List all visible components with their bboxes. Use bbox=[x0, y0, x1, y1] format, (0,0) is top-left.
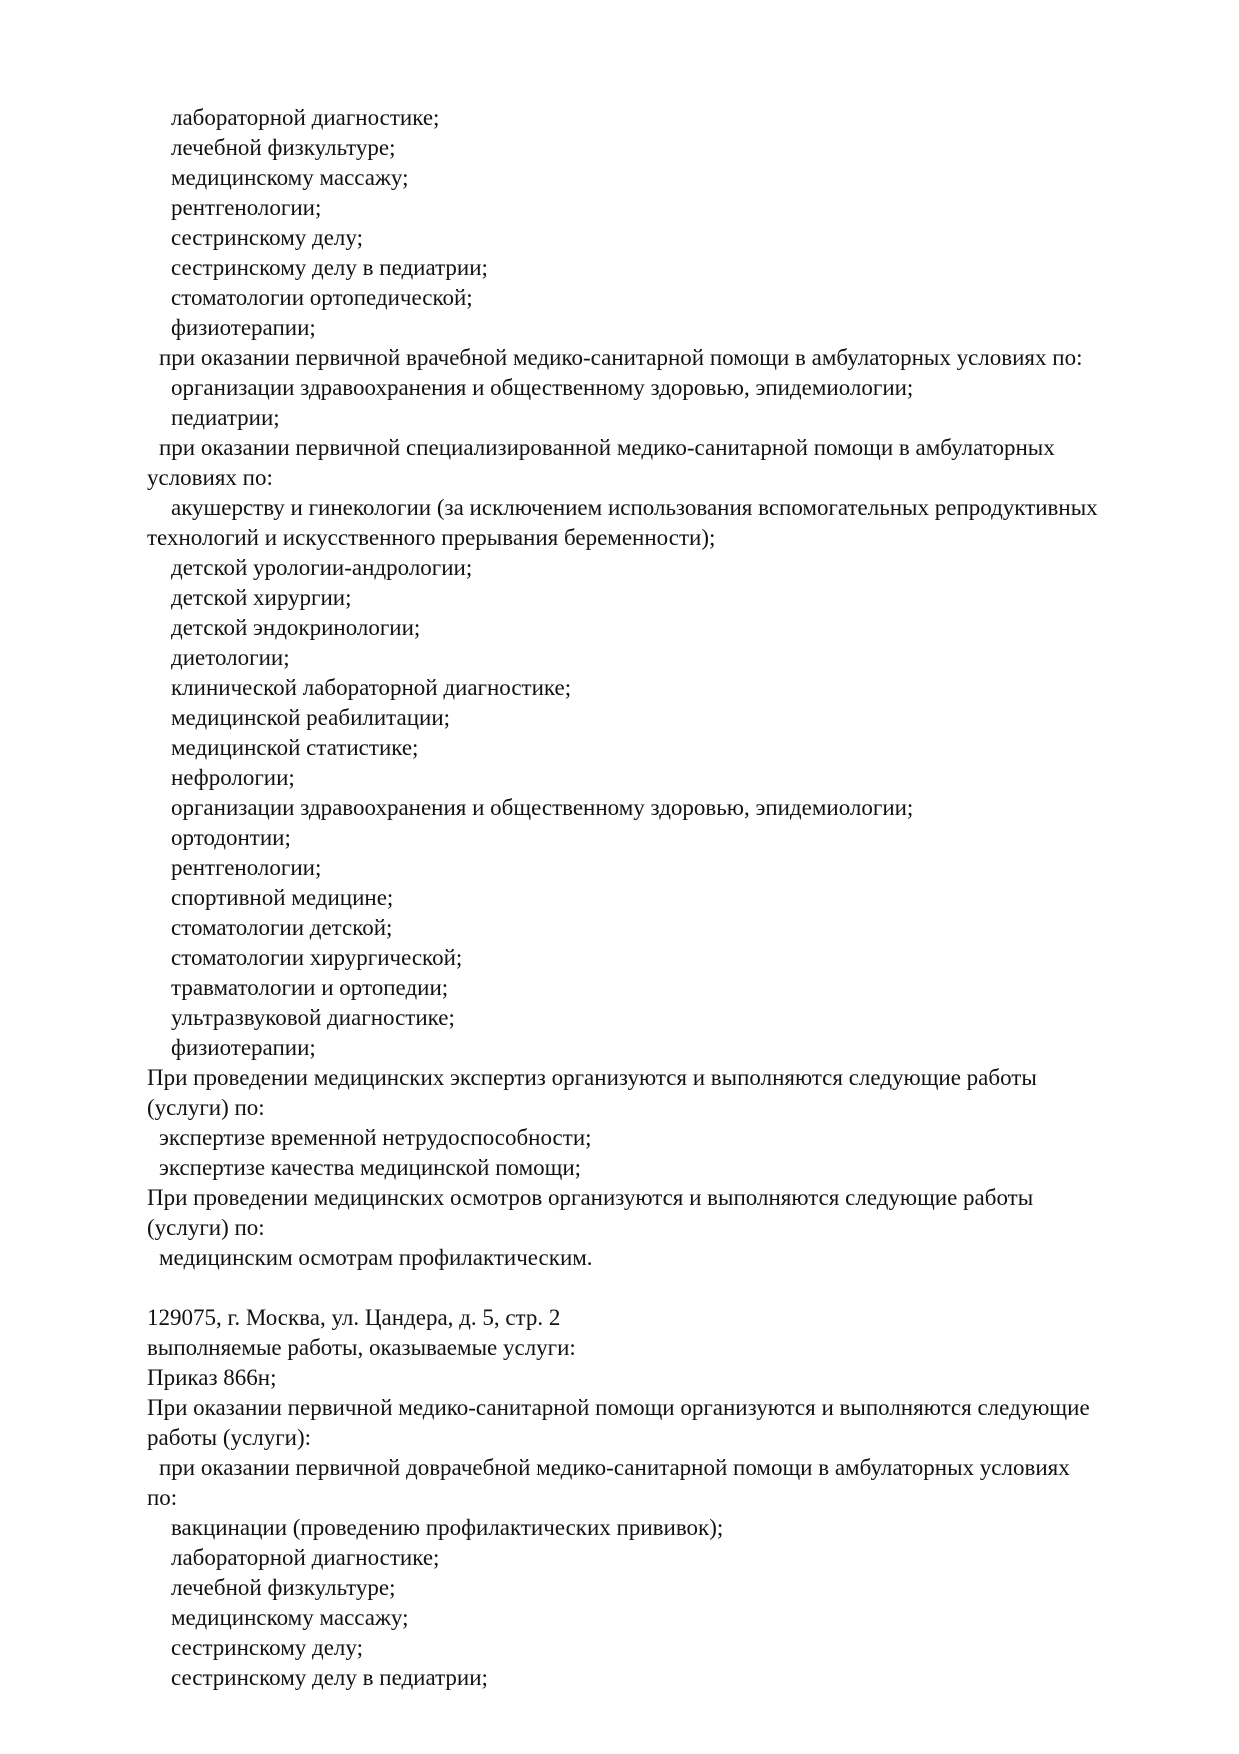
text-line: физиотерапии; bbox=[171, 315, 316, 340]
text-line: стоматологии детской; bbox=[171, 915, 393, 940]
text-line: организации здравоохранения и общественному здоровью, эпидемиологии; bbox=[171, 375, 914, 400]
text-line: лечебной физкультуре; bbox=[171, 135, 396, 160]
text-line: нефрологии; bbox=[171, 765, 295, 790]
text-line: при оказании первичной доврачебной медико-санитарной помощи в амбулаторных условиях bbox=[159, 1455, 1070, 1480]
text-line: технологий и искусственного прерывания беременности); bbox=[147, 525, 716, 550]
text-line: лабораторной диагностике; bbox=[171, 105, 440, 130]
text-line: работы (услуги): bbox=[147, 1425, 311, 1450]
text-line: детской эндокринологии; bbox=[171, 615, 421, 640]
text-line: (услуги) по: bbox=[147, 1095, 265, 1120]
text-line: медицинским осмотрам профилактическим. bbox=[159, 1245, 593, 1270]
text-line: медицинской статистике; bbox=[171, 735, 419, 760]
text-line: сестринскому делу в педиатрии; bbox=[171, 1665, 488, 1690]
text-line: сестринскому делу; bbox=[171, 1635, 363, 1660]
text-line: При проведении медицинских экспертиз организуются и выполняются следующие работы bbox=[147, 1065, 1037, 1090]
text-line: спортивной медицине; bbox=[171, 885, 394, 910]
text-line: ультразвуковой диагностике; bbox=[171, 1005, 455, 1030]
text-line: экспертизе качества медицинской помощи; bbox=[159, 1155, 582, 1180]
blank-line bbox=[147, 1273, 1187, 1303]
text-line: лабораторной диагностике; bbox=[171, 1545, 440, 1570]
text-line: экспертизе временной нетрудоспособности; bbox=[159, 1125, 592, 1150]
text-line: вакцинации (проведению профилактических прививок); bbox=[171, 1515, 724, 1540]
text-line: педиатрии; bbox=[171, 405, 280, 430]
text-line: 129075, г. Москва, ул. Цандера, д. 5, стр. 2 bbox=[147, 1305, 561, 1330]
text-line: при оказании первичной специализированной медико-санитарной помощи в амбулаторных bbox=[159, 435, 1055, 460]
text-line: ортодонтии; bbox=[171, 825, 291, 850]
text-line: стоматологии ортопедической; bbox=[171, 285, 473, 310]
document-body bbox=[147, 103, 1187, 1693]
text-line: акушерству и гинекологии (за исключением использования вспомогательных репродуктивных bbox=[171, 495, 1098, 520]
text-line: детской урологии-андрологии; bbox=[171, 555, 473, 580]
text-line: лечебной физкультуре; bbox=[171, 1575, 396, 1600]
text-line: медицинскому массажу; bbox=[171, 165, 409, 190]
text-line: рентгенологии; bbox=[171, 195, 322, 220]
text-line: по: bbox=[147, 1485, 178, 1510]
text-line: сестринскому делу в педиатрии; bbox=[171, 255, 488, 280]
text-line: травматологии и ортопедии; bbox=[171, 975, 449, 1000]
text-line: выполняемые работы, оказываемые услуги: bbox=[147, 1335, 576, 1360]
text-line: При проведении медицинских осмотров организуются и выполняются следующие работы bbox=[147, 1185, 1034, 1210]
text-line: (услуги) по: bbox=[147, 1215, 265, 1240]
text-line: диетологии; bbox=[171, 645, 290, 670]
text-line: физиотерапии; bbox=[171, 1035, 316, 1060]
text-line: медицинскому массажу; bbox=[171, 1605, 409, 1630]
text-line: организации здравоохранения и общественному здоровью, эпидемиологии; bbox=[171, 795, 914, 820]
text-line: стоматологии хирургической; bbox=[171, 945, 463, 970]
text-line: детской хирургии; bbox=[171, 585, 352, 610]
text-line: сестринскому делу; bbox=[171, 225, 363, 250]
text-line: рентгенологии; bbox=[171, 855, 322, 880]
text-line: медицинской реабилитации; bbox=[171, 705, 451, 730]
text-line: Приказ 866н; bbox=[147, 1365, 277, 1390]
text-line: при оказании первичной врачебной медико-санитарной помощи в амбулаторных условиях по: bbox=[159, 345, 1083, 370]
text-line: клинической лабораторной диагностике; bbox=[171, 675, 572, 700]
text-line: условиях по: bbox=[147, 465, 273, 490]
text-line: При оказании первичной медико-санитарной помощи организуются и выполняются следующие bbox=[147, 1395, 1090, 1420]
